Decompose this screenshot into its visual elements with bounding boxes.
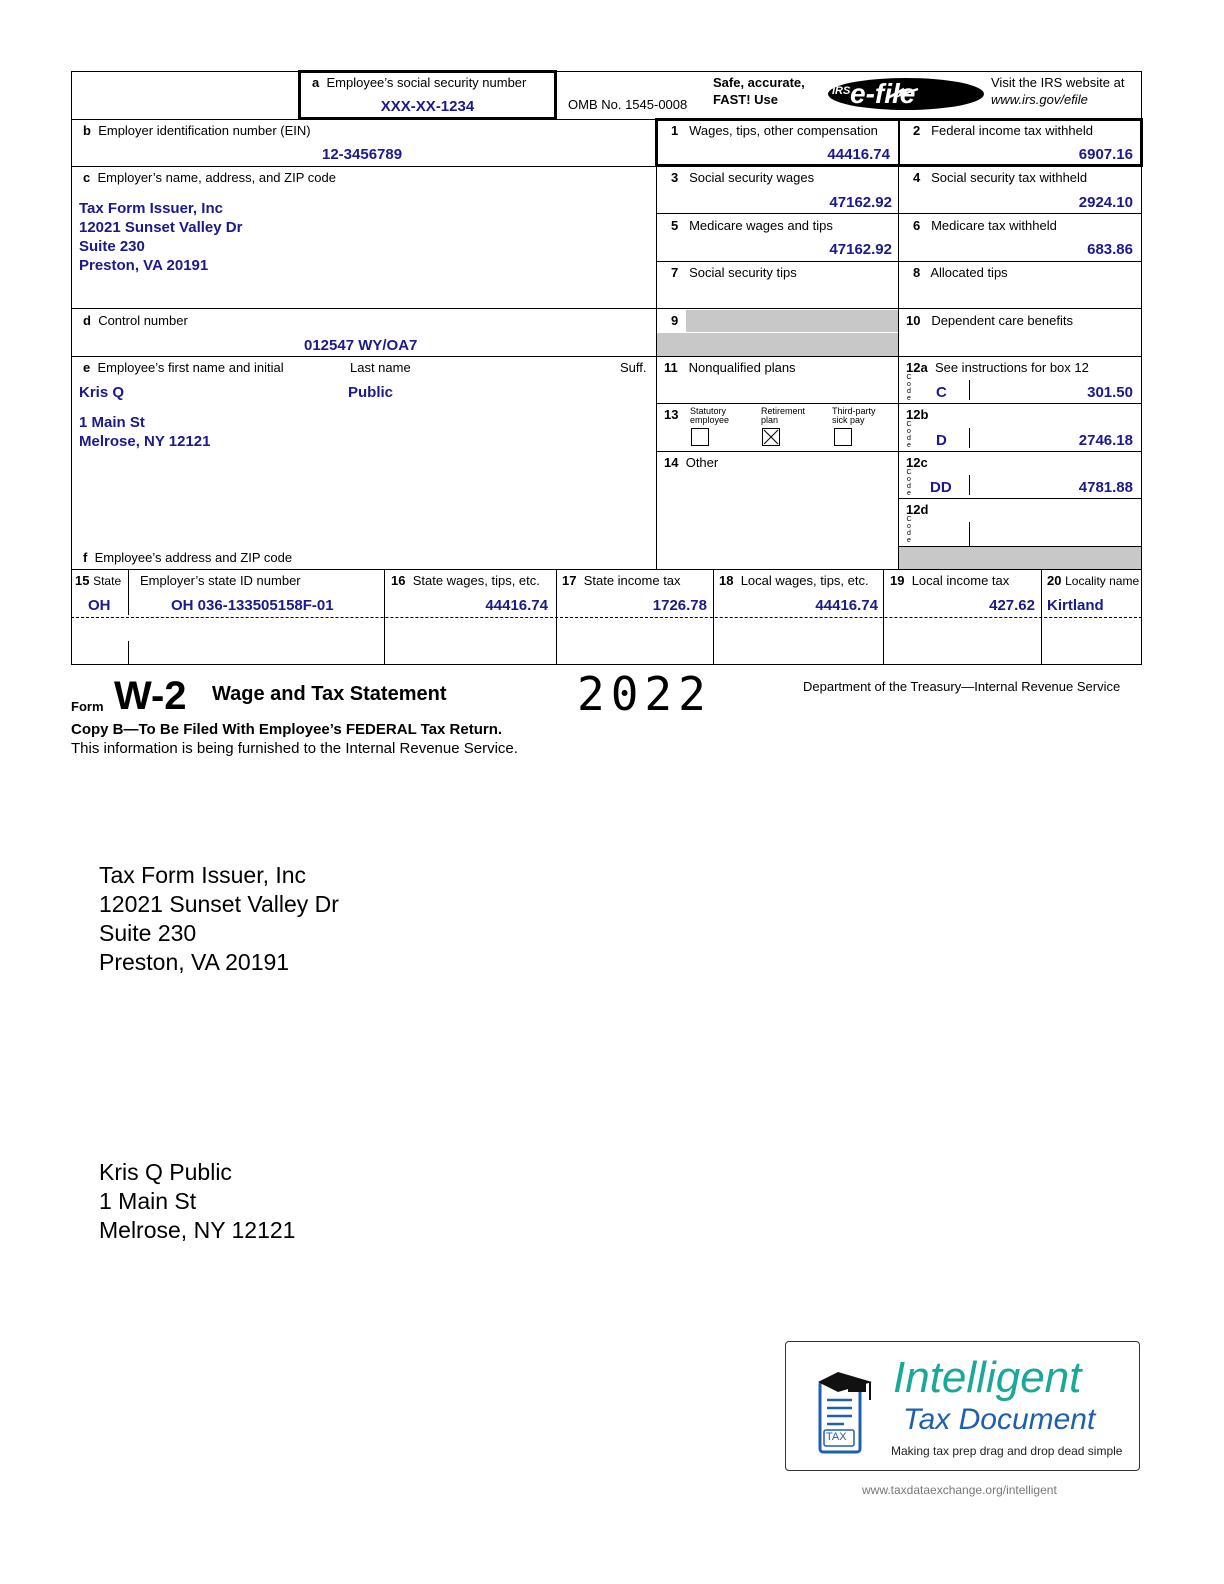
efile-logo-prefix: IRS [832, 85, 851, 97]
tax-icon-text: TAX [826, 1431, 847, 1443]
irs-efile-logo [826, 77, 986, 111]
employee-address-line: Melrose, NY 12121 [79, 433, 211, 450]
box-12b-code: D [936, 432, 947, 449]
ssn-value: XXX-XX-1234 [380, 98, 475, 115]
statutory-employee-checkbox[interactable] [691, 428, 709, 446]
box-4-label: Social security tax withheld [931, 170, 1088, 185]
box-12a-label: See instructions for box 12 [934, 360, 1089, 375]
copy-b-line: Copy B—To Be Filed With Employee’s FEDERAL Tax Return. [71, 721, 503, 738]
employer-line: Tax Form Issuer, Inc [79, 200, 223, 217]
box-15-label: State [93, 574, 122, 588]
box-3-label: Social security wages [689, 170, 815, 185]
employee-last-name: Public [348, 384, 394, 401]
code-vertical-label: C o d e [906, 469, 912, 497]
rule [656, 403, 1142, 404]
irs-visit-text: Visit the IRS website at [991, 75, 1125, 90]
form-title: Wage and Tax Statement [212, 683, 447, 705]
dashed-rule [71, 617, 1142, 618]
box-16-value: 44416.74 [485, 597, 548, 614]
recipient-address-line: Kris Q Public [99, 1159, 232, 1185]
employer-line: Preston, VA 20191 [79, 257, 209, 274]
logo-line-2: Tax Document [903, 1403, 1096, 1436]
box-6-value: 683.86 [1087, 241, 1133, 258]
box-a-label: a Employee’s social security number [312, 75, 527, 90]
efile-text-2: FAST! Use [713, 92, 779, 107]
sender-address-line: Tax Form Issuer, Inc [99, 862, 307, 888]
statutory-line: employee [690, 415, 730, 425]
rule [969, 380, 970, 400]
box-12d-shade [899, 547, 1141, 569]
form-word: Form [71, 699, 104, 714]
rule [883, 569, 884, 664]
sender-address [99, 861, 339, 977]
box-2-label: Federal income tax withheld [931, 123, 1093, 138]
box-10-label: Dependent care benefits [931, 313, 1073, 328]
employee-first-name: Kris Q [79, 384, 125, 401]
box-12b-value: 2746.18 [1078, 432, 1133, 449]
tax-document-icon [814, 1368, 874, 1458]
box-20-label: Locality name [1065, 574, 1140, 588]
logo-tagline: Making tax prep drag and drop dead simple [891, 1444, 1123, 1458]
rule [556, 569, 557, 664]
box-5-value: 47162.92 [829, 241, 892, 258]
omb-number: OMB No. 1545-0008 [568, 97, 688, 112]
box-12c-value: 4781.88 [1078, 479, 1133, 496]
rule [71, 569, 1142, 570]
rule [128, 569, 129, 615]
state-id-value: OH 036-133505158F-01 [171, 597, 334, 614]
form-name-w2: W-2 [114, 674, 187, 718]
rule [71, 664, 1142, 665]
rule [969, 522, 970, 546]
box-19-label: Local income tax [911, 573, 1010, 588]
box-7-label: Social security tips [689, 265, 797, 280]
suffix-label: Suff. [620, 360, 647, 375]
box-a-label-text: Employee’s social security number [326, 75, 527, 90]
checkbox-x-icon [763, 429, 779, 445]
code-vertical-label: C o d e [906, 421, 912, 449]
rule [969, 428, 970, 448]
box-1-value: 44416.74 [827, 146, 890, 163]
rule [71, 356, 1142, 357]
box-16-label: State wages, tips, etc. [412, 573, 540, 588]
sender-address-line: Suite 230 [99, 920, 197, 946]
box-12c-label: 12c [906, 455, 928, 470]
rule [128, 641, 129, 664]
rule [71, 71, 1142, 72]
state-id-label: Employer’s state ID number [140, 573, 301, 588]
locality-value: Kirtland [1047, 597, 1104, 614]
rule [1041, 569, 1042, 664]
rule [898, 119, 899, 569]
code-vertical-label: C o d e [906, 516, 912, 544]
box-17-label: State income tax [583, 573, 681, 588]
info-line: This information is being furnished to the Internal Revenue Service. [71, 740, 518, 757]
box-12d-label: 12d [906, 502, 929, 517]
box-11-label: Nonqualified plans [688, 360, 796, 375]
recipient-address [99, 1158, 295, 1245]
box-12b-label: 12b [906, 407, 929, 422]
box-18-label: Local wages, tips, etc. [740, 573, 869, 588]
sender-address-line: Preston, VA 20191 [99, 949, 290, 975]
box-c-label: Employer’s name, address, and ZIP code [97, 170, 336, 185]
box-17-value: 1726.78 [652, 597, 707, 614]
box-1-label: Wages, tips, other compensation [689, 123, 878, 138]
intelligent-tax-document-logo[interactable] [785, 1341, 1140, 1471]
sender-address-line: 12021 Sunset Valley Dr [99, 891, 339, 917]
third-party-sick-pay-label [832, 407, 876, 425]
rule [656, 451, 898, 452]
box-19-value: 427.62 [989, 597, 1035, 614]
third-party-sick-pay-checkbox[interactable] [834, 428, 852, 446]
box-9-shade [657, 333, 898, 356]
department-text: Department of the Treasury—Internal Revenue Service [803, 679, 1121, 694]
logo-url[interactable]: www.taxdataexchange.org/intelligent [862, 1483, 1057, 1497]
box-2-value: 6907.16 [1078, 146, 1133, 163]
box-b-label: Employer identification number (EIN) [98, 123, 311, 138]
box-4-value: 2924.10 [1078, 194, 1133, 211]
control-number-value: 012547 WY/OA7 [304, 337, 418, 354]
ein-value: 12-3456789 [322, 146, 403, 163]
irs-url-text: www.irs.gov/efile [991, 92, 1088, 107]
box-d-label: Control number [98, 313, 188, 328]
rule [713, 569, 714, 664]
box-12c-code: DD [930, 479, 952, 496]
box-14-label: Other [685, 455, 719, 470]
rule [898, 498, 1142, 499]
statutory-employee-label [690, 407, 729, 425]
rule [71, 308, 1142, 309]
retirement-plan-label [761, 407, 805, 425]
rule [898, 119, 900, 166]
rule [71, 71, 72, 664]
rule [969, 475, 970, 495]
employee-address-line: 1 Main St [79, 414, 145, 431]
logo-line-1: Intelligent [893, 1353, 1082, 1402]
code-vertical-label: C o d e [906, 374, 912, 402]
box-9-label: 9 [671, 313, 679, 328]
box-9-shade [686, 310, 898, 332]
box-8-label: Allocated tips [930, 265, 1008, 280]
retirement-line: plan [761, 415, 779, 425]
recipient-address-line: 1 Main St [99, 1188, 197, 1214]
employer-line: 12021 Sunset Valley Dr [79, 219, 243, 236]
last-name-label: Last name [350, 360, 411, 375]
box-f-label: Employee’s address and ZIP code [94, 550, 293, 565]
thirdparty-line: Third-party [832, 406, 876, 416]
box-e-label: Employee’s first name and initial [97, 360, 284, 375]
rule [898, 451, 1142, 452]
box-18-value: 44416.74 [815, 597, 878, 614]
retirement-line: Retirement [761, 406, 806, 416]
retirement-plan-checkbox[interactable] [762, 428, 780, 446]
recipient-address-line: Melrose, NY 12121 [99, 1217, 296, 1243]
box-12a-code: C [936, 384, 947, 401]
document-graduation-icon [814, 1368, 874, 1458]
thirdparty-line: sick pay [832, 415, 865, 425]
rule [384, 569, 385, 664]
statutory-line: Statutory [690, 406, 727, 416]
box-5-label: Medicare wages and tips [689, 218, 833, 233]
box-13-label: 13 [664, 407, 679, 422]
rule [656, 213, 1142, 214]
box-12a-value: 301.50 [1087, 384, 1133, 401]
box-3-value: 47162.92 [829, 194, 892, 211]
employee-address-block [79, 413, 210, 451]
tax-year: 2022 [577, 667, 712, 721]
efile-logo-text: e-file [850, 78, 916, 109]
employer-address-block [79, 199, 242, 275]
employer-line: Suite 230 [79, 238, 145, 255]
state-value: OH [88, 597, 111, 614]
efile-text-1: Safe, accurate, [713, 75, 805, 90]
box-6-label: Medicare tax withheld [931, 218, 1057, 233]
rule [656, 261, 1142, 262]
